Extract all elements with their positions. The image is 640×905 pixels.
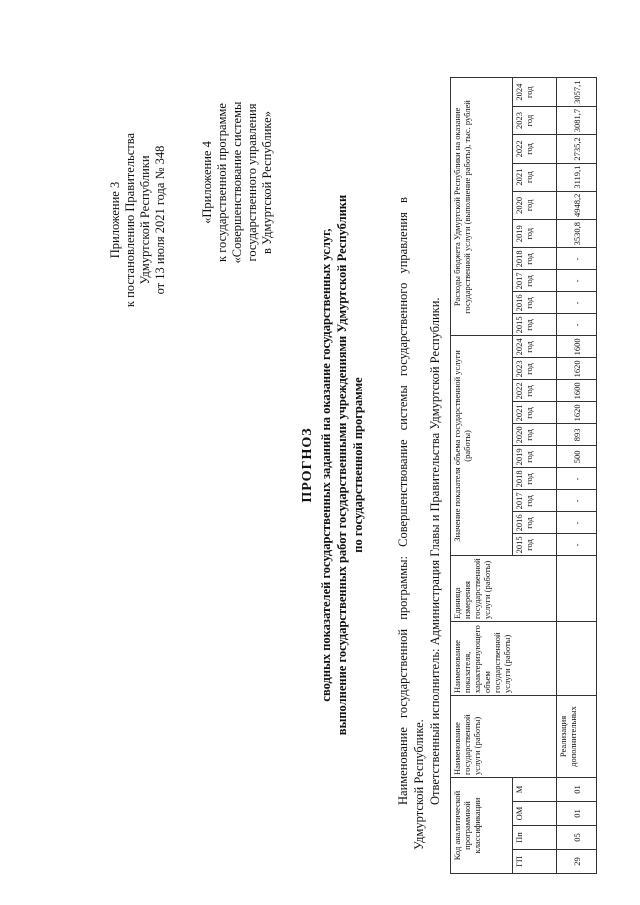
expense-cell: - xyxy=(557,292,597,314)
year-header: 2017 год xyxy=(513,490,557,512)
code-col-om: ОМ xyxy=(513,802,557,826)
appendix-4-block xyxy=(200,75,275,290)
document-heading xyxy=(300,85,366,845)
code-col-gp: ГП xyxy=(513,850,557,874)
responsible-executor: Ответственный исполнитель: Администрация Главы и Правительства Удмуртской Республики. xyxy=(428,297,442,805)
year-header: 2024 год xyxy=(513,336,557,358)
program-description xyxy=(395,50,443,850)
appendix-4-line: государственного управления xyxy=(245,103,259,262)
code-m-cell: 01 xyxy=(557,778,597,802)
value-cell: - xyxy=(557,534,597,556)
expense-cell: - xyxy=(557,248,597,270)
expense-cell: 3530,8 xyxy=(557,220,597,248)
code-gp-cell: 29 xyxy=(557,850,597,874)
expense-cell: 3119,1 xyxy=(557,163,597,191)
program-name-line-2: Удмуртской Республике. xyxy=(412,719,426,850)
year-header: 2021 год xyxy=(513,163,557,191)
heading-line: по государственной программе xyxy=(351,377,365,553)
appendix-3-line: от 13 июля 2021 года № 348 xyxy=(153,145,167,295)
expense-cell: - xyxy=(557,314,597,336)
value-cell: - xyxy=(557,490,597,512)
header-service-name: Наименование государственной услуги (работы) xyxy=(451,696,557,778)
value-cell: 500 xyxy=(557,446,597,468)
indicator-name-cell xyxy=(557,622,597,696)
year-header: 2016 год xyxy=(513,512,557,534)
value-cell: 1600 xyxy=(557,380,597,402)
expense-cell: 3081,7 xyxy=(557,106,597,134)
value-cell: 1620 xyxy=(557,358,597,380)
header-unit: Единица измерения государственной услуги (работы) xyxy=(451,556,557,622)
value-cell: 1620 xyxy=(557,402,597,424)
code-col-pp: Пп xyxy=(513,826,557,850)
year-header: 2021 год xyxy=(513,402,557,424)
header-code: Код аналитической программной классификации xyxy=(451,778,513,874)
appendix-3-line: Удмуртской Республики xyxy=(138,155,152,285)
heading-line: сводных показателей государственных заданий на оказание государственных услуг, xyxy=(319,228,333,702)
year-header: 2022 год xyxy=(513,135,557,163)
year-header: 2024 год xyxy=(513,78,557,106)
year-header: 2023 год xyxy=(513,106,557,134)
value-cell: 1600 xyxy=(557,336,597,358)
value-cell: - xyxy=(557,468,597,490)
table-row xyxy=(557,78,597,874)
year-header: 2015 год xyxy=(513,314,557,336)
appendix-3-line: Приложение 3 xyxy=(108,181,122,259)
year-header: 2018 год xyxy=(513,248,557,270)
year-header: 2019 год xyxy=(513,446,557,468)
appendix-4-line: в Удмуртской Республике» xyxy=(260,111,274,254)
appendix-3-line: к постановлению Правительства xyxy=(123,132,137,308)
year-header: 2019 год xyxy=(513,220,557,248)
expense-cell: 3057,1 xyxy=(557,78,597,106)
value-cell: - xyxy=(557,512,597,534)
year-header: 2016 год xyxy=(513,292,557,314)
year-header: 2023 год xyxy=(513,358,557,380)
appendix-4-line: «Приложение 4 xyxy=(200,141,214,224)
code-pp-cell: 05 xyxy=(557,826,597,850)
year-header: 2020 год xyxy=(513,191,557,219)
heading-line: выполнение государственных работ государственными учреждениями Удмуртской Республики xyxy=(335,194,349,736)
code-om-cell: 01 xyxy=(557,802,597,826)
expense-cell: 4948,2 xyxy=(557,191,597,219)
appendix-4-line: «Совершенствование системы xyxy=(230,101,244,264)
appendix-3-block xyxy=(108,90,168,350)
document-title: ПРОГНОЗ xyxy=(300,427,315,503)
year-header: 2020 год xyxy=(513,424,557,446)
year-header: 2018 год xyxy=(513,468,557,490)
expense-cell: - xyxy=(557,270,597,292)
header-indicator-name: Наименование показателя, характеризующего объем государственной услуги (работы) xyxy=(451,622,557,696)
service-name-cell: Реализация дополнительных xyxy=(557,696,597,778)
header-indicator-values: Значение показателя объема государственной услуги (работы) xyxy=(451,336,513,556)
year-header: 2017 год xyxy=(513,270,557,292)
value-cell: 893 xyxy=(557,424,597,446)
year-header: 2015 год xyxy=(513,534,557,556)
unit-cell xyxy=(557,556,597,622)
code-col-m: М xyxy=(513,778,557,802)
expense-cell: 2735,2 xyxy=(557,135,597,163)
year-header: 2022 год xyxy=(513,380,557,402)
forecast-table xyxy=(450,77,597,874)
appendix-4-line: к государственной программе xyxy=(215,103,229,262)
program-name-line: Наименование государственной программы: Совершенствование системы государственного управления в xyxy=(396,197,410,805)
header-budget-expenses: Расходы бюджета Удмуртской Республики на оказание государственной услуги (выполнение работы), тыс. рублей xyxy=(451,78,513,336)
